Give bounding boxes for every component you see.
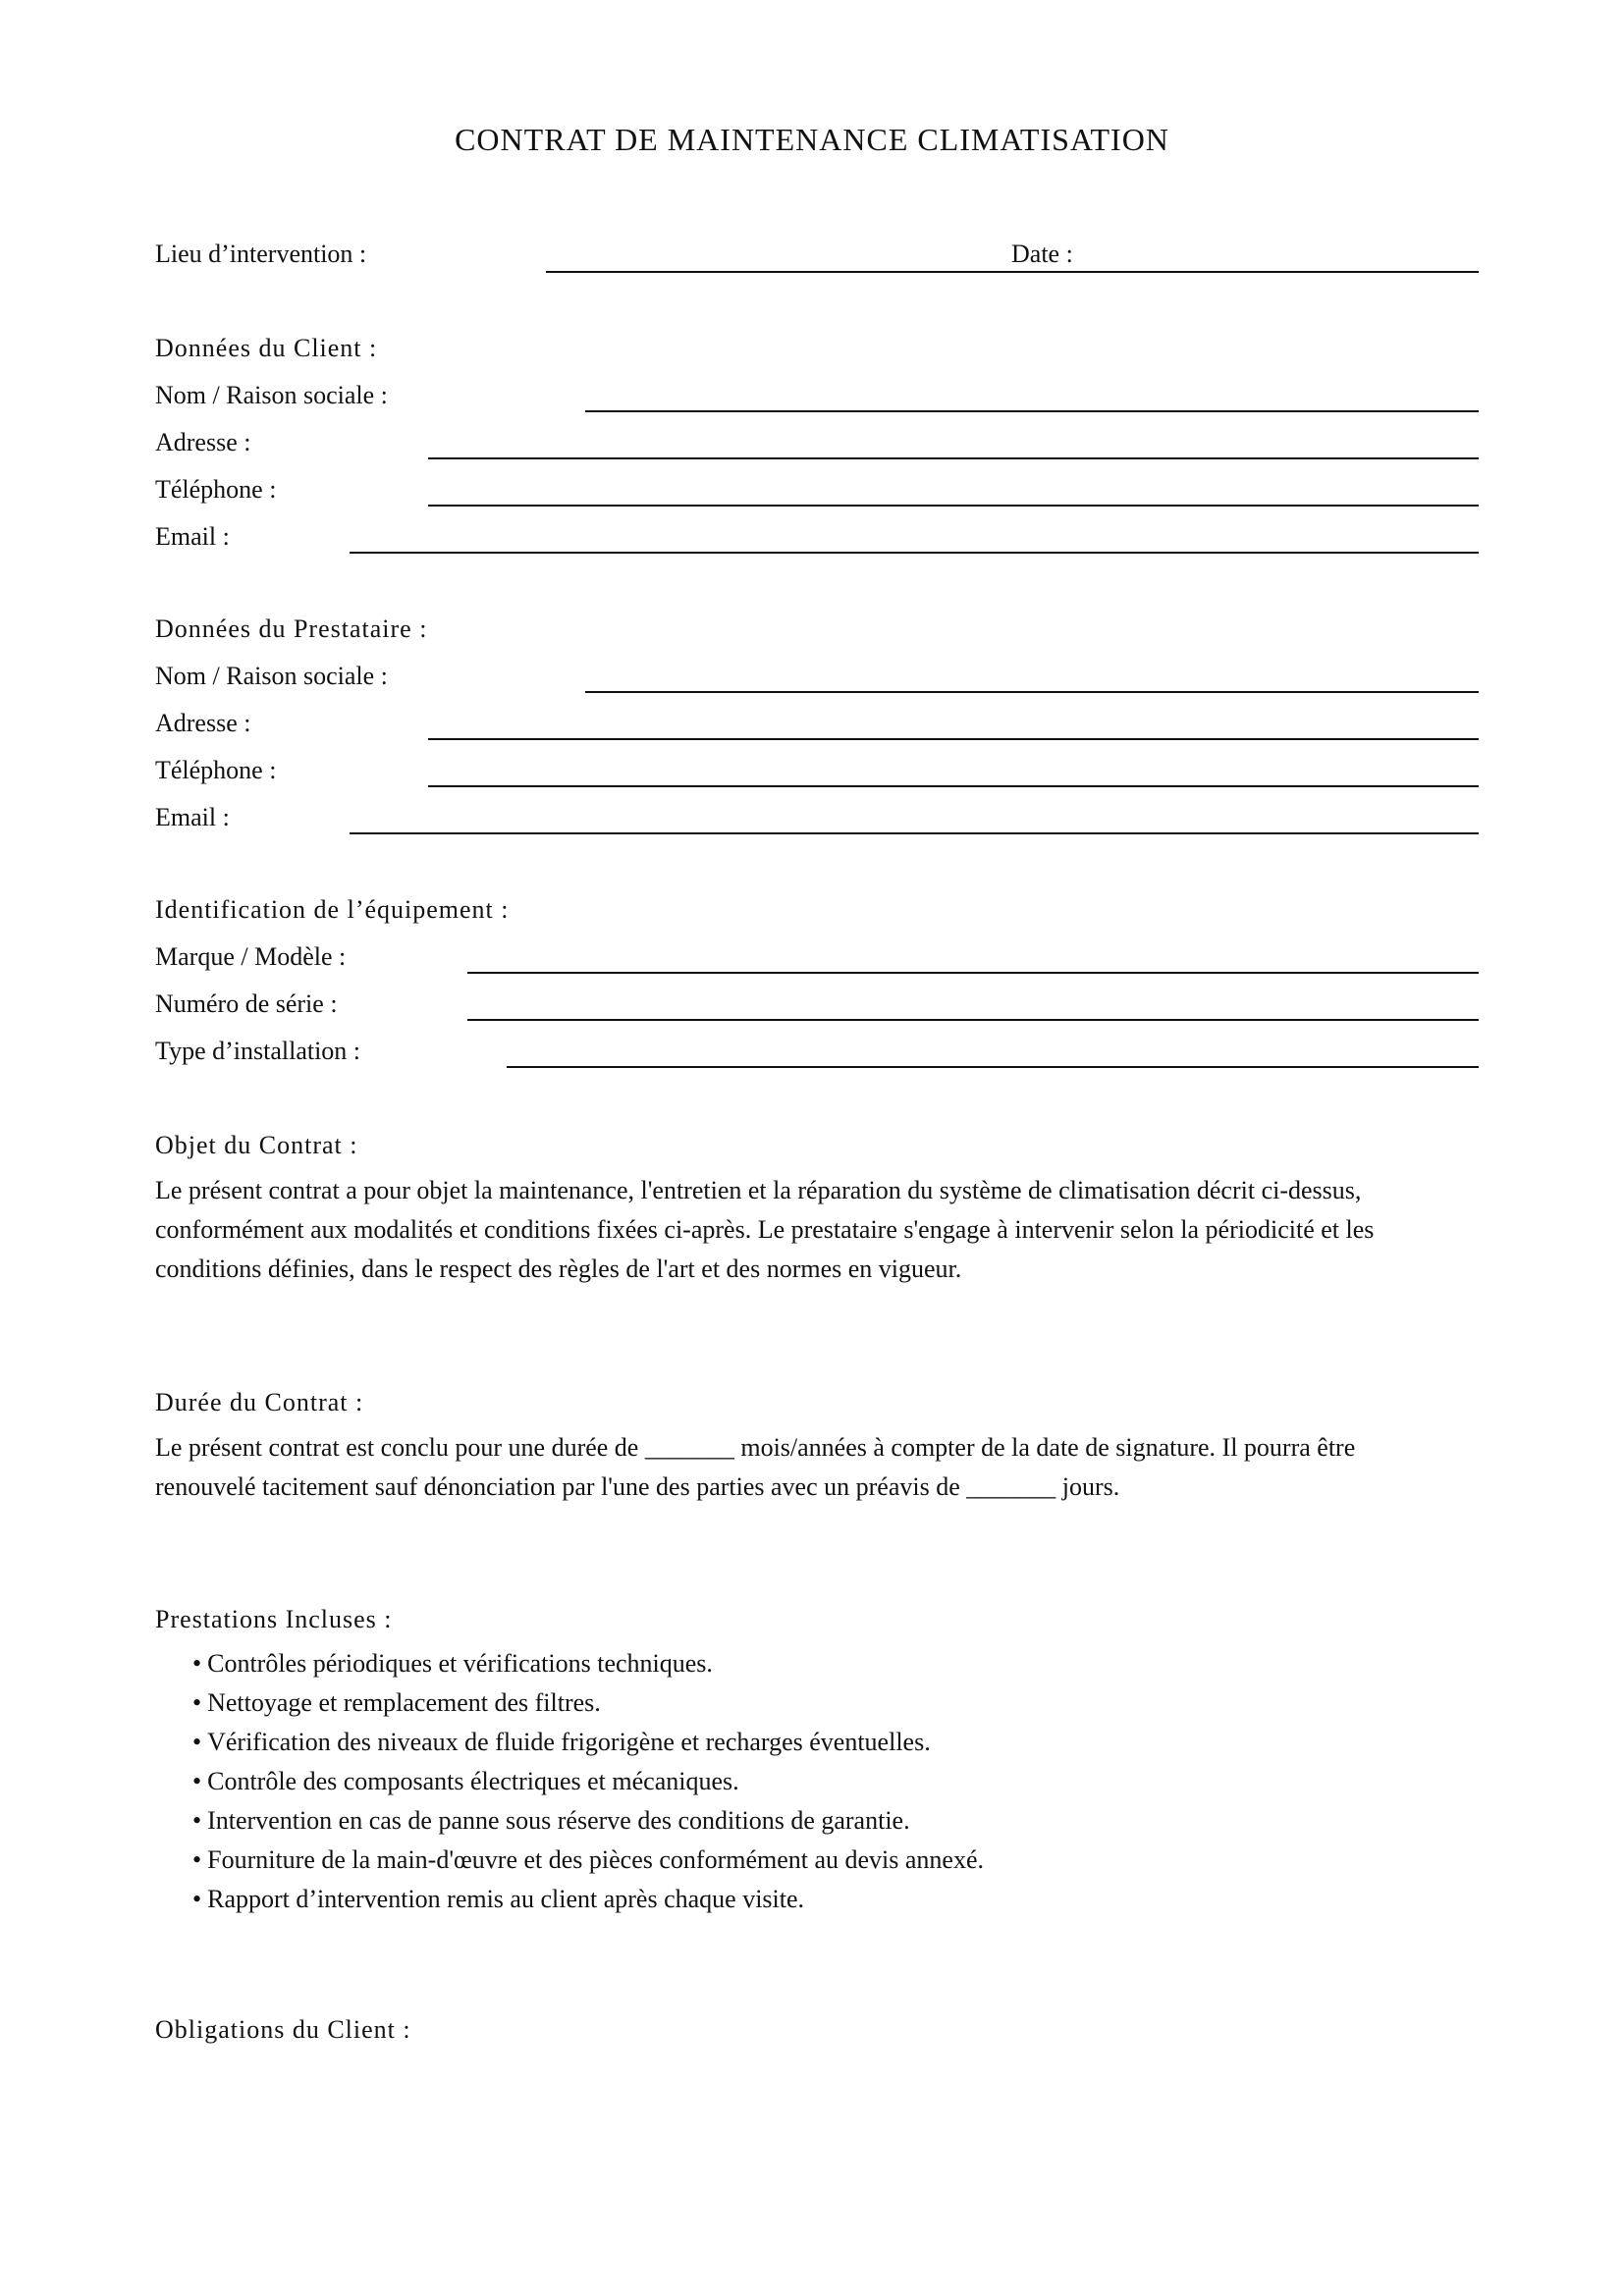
prestataire-telephone-label: Téléphone :	[155, 756, 277, 784]
prestations-heading: Prestations Incluses :	[155, 1605, 393, 1633]
list-item: • Fourniture de la main-d'œuvre et des pièces conformément au devis annexé.	[192, 1841, 984, 1880]
duree-paragraph	[155, 1428, 1481, 1507]
objet-line: Le présent contrat a pour objet la maintenance, l'entretien et la réparation du système de climatisation décrit ci-dessus,	[155, 1176, 1362, 1204]
equipement-marque-field[interactable]	[467, 972, 1479, 974]
duree-heading: Durée du Contrat :	[155, 1388, 364, 1416]
list-item: • Contrôle des composants électriques et mécaniques.	[192, 1762, 984, 1801]
duree-line: renouvelé tacitement sauf dénonciation par l'une des parties avec un préavis de _______ jours.	[155, 1472, 1120, 1501]
equipement-serie-field[interactable]	[467, 1019, 1479, 1021]
obligations-heading: Obligations du Client :	[155, 2015, 411, 2044]
list-item: • Intervention en cas de panne sous réserve des conditions de garantie.	[192, 1801, 984, 1841]
prestataire-email-label: Email :	[155, 803, 230, 831]
document-title: CONTRAT DE MAINTENANCE CLIMATISATION	[455, 122, 1169, 157]
list-item: • Rapport d’intervention remis au client après chaque visite.	[192, 1880, 984, 1919]
equipement-type-field[interactable]	[507, 1066, 1479, 1068]
client-nom-label: Nom / Raison sociale :	[155, 381, 388, 409]
objet-line: conditions définies, dans le respect des règles de l'art et des normes en vigueur.	[155, 1255, 962, 1283]
client-heading: Données du Client :	[155, 334, 378, 362]
prestataire-nom-label: Nom / Raison sociale :	[155, 662, 388, 690]
equipement-type-label: Type d’installation :	[155, 1037, 361, 1065]
duree-line: Le présent contrat est conclu pour une durée de _______ mois/années à compter de la date de signature. Il pourra être	[155, 1433, 1356, 1462]
client-email-field[interactable]	[350, 552, 1479, 554]
prestataire-nom-field[interactable]	[585, 691, 1479, 693]
lieu-label: Lieu d’intervention :	[155, 240, 367, 268]
prestataire-adresse-label: Adresse :	[155, 709, 251, 737]
client-telephone-label: Téléphone :	[155, 475, 277, 504]
prestataire-adresse-field[interactable]	[428, 738, 1479, 740]
client-telephone-field[interactable]	[428, 505, 1479, 507]
client-nom-field[interactable]	[585, 410, 1479, 412]
equipement-serie-label: Numéro de série :	[155, 989, 338, 1018]
objet-line: conformément aux modalités et conditions fixées ci-après. Le prestataire s'engage à intervenir selon la périodicité et les	[155, 1215, 1375, 1244]
list-item: • Contrôles périodiques et vérifications techniques.	[192, 1644, 984, 1683]
list-item: • Nettoyage et remplacement des filtres.	[192, 1683, 984, 1723]
client-email-label: Email :	[155, 522, 230, 551]
prestataire-telephone-field[interactable]	[428, 785, 1479, 787]
prestations-list	[192, 1644, 984, 1919]
prestataire-email-field[interactable]	[350, 832, 1479, 834]
equipement-marque-label: Marque / Modèle :	[155, 942, 347, 971]
equipement-heading: Identification de l’équipement :	[155, 895, 510, 924]
lieu-date-field[interactable]	[546, 271, 1479, 273]
client-adresse-label: Adresse :	[155, 428, 251, 456]
client-adresse-field[interactable]	[428, 457, 1479, 459]
prestataire-heading: Données du Prestataire :	[155, 614, 428, 643]
list-item: • Vérification des niveaux de fluide frigorigène et recharges éventuelles.	[192, 1723, 984, 1762]
date-label: Date :	[1011, 240, 1073, 268]
objet-paragraph	[155, 1171, 1481, 1289]
objet-heading: Objet du Contrat :	[155, 1131, 358, 1159]
